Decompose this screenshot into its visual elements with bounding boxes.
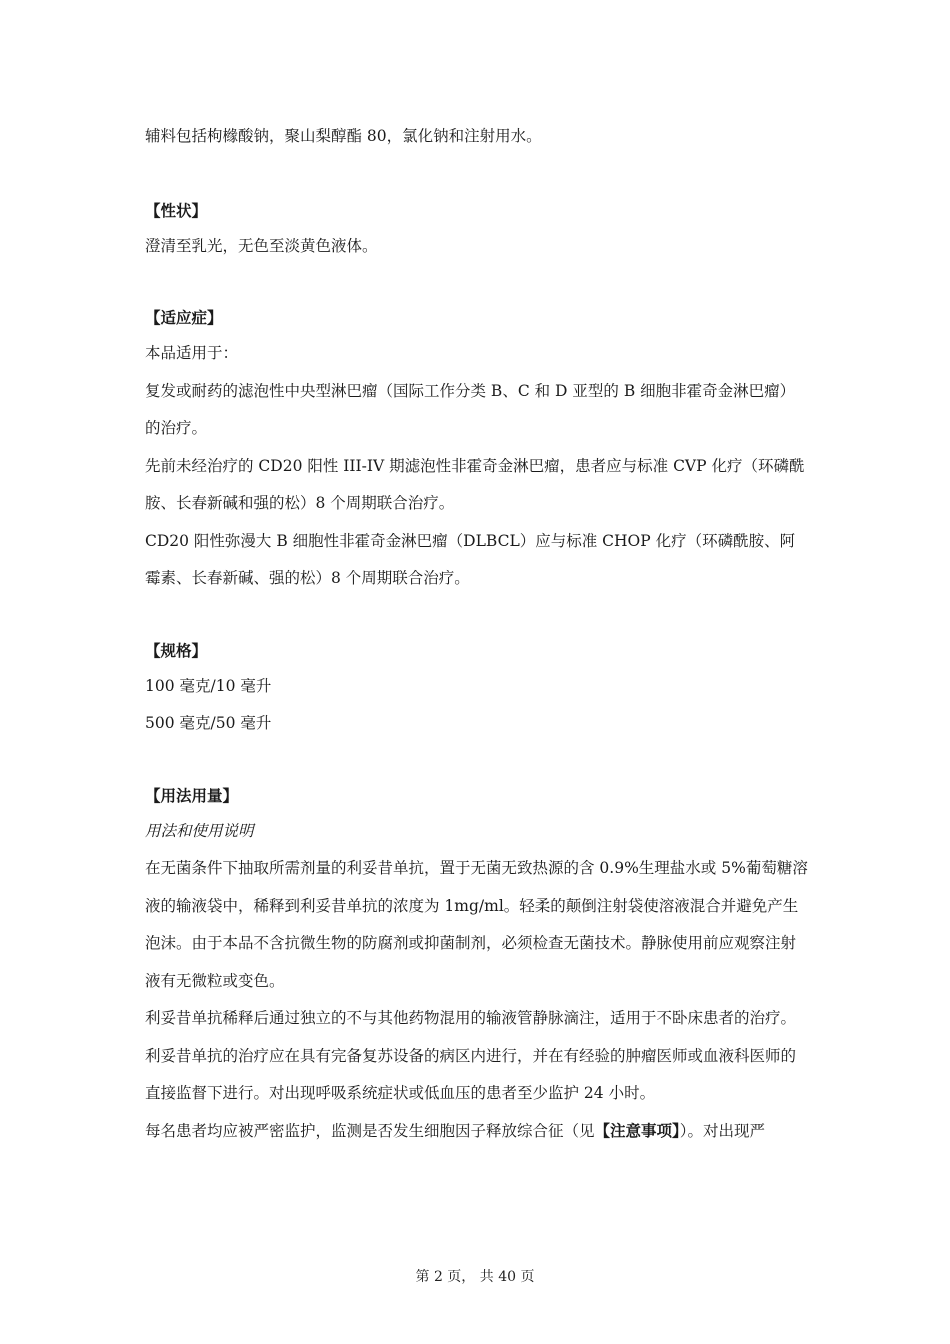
paragraph: 利妥昔单抗稀释后通过独立的不与其他药物混用的输液管静脉滴注，适用于不卧床患者的治疗。 (145, 1009, 797, 1027)
paragraph: 在无菌条件下抽取所需剂量的利妥昔单抗，置于无菌无致热源的含 0.9%生理盐水或 5%葡萄糖溶液的输液袋中，稀释到利妥昔单抗的浓度为 1mg/ml。轻柔的颠倒注射袋使溶液混合并避免产生泡沫。由于本品不含抗微生物的防腐剂或抑菌制剂，必须检查无菌技术。静脉使用前应观察注射液有无微粒或变色。 (145, 859, 808, 990)
section-dosage (145, 779, 810, 1151)
section-specifications (145, 634, 810, 743)
paragraph: 本品适用于： (145, 344, 239, 362)
section-properties (145, 194, 810, 266)
section-heading-specifications: 【规格】 (145, 641, 208, 660)
paragraph: 复发或耐药的滤泡性中央型淋巴瘤（国际工作分类 B、C 和 D 亚型的 B 细胞非霍奇金淋巴瘤）的治疗。 (145, 381, 796, 437)
text-span: 每名患者均应被严密监护，监测是否发生细胞因子释放综合征（见 (145, 1121, 595, 1140)
paragraph: 澄清至乳光，无色至淡黄色液体。 (145, 236, 378, 255)
paragraph: 先前未经治疗的 CD20 阳性 III-IV 期滤泡性非霍奇金淋巴瘤，患者应与标准 CVP 化疗（环磷酰胺、长春新碱和强的松）8 个周期联合治疗。 (145, 456, 805, 512)
subheading-usage: 用法和使用说明 (145, 821, 254, 840)
page-footer: 第 2 页， 共 40 页 (415, 1269, 535, 1285)
spec-item: 500 毫克/50 毫升 (145, 714, 272, 732)
page-content (145, 118, 810, 1150)
cross-reference-precautions: 【注意事项】 (594, 1121, 680, 1140)
paragraph-monitoring (145, 1113, 810, 1151)
excipients-text: 辅料包括枸橼酸钠，聚山梨醇酯 80，氯化钠和注射用水。 (145, 127, 542, 145)
section-heading-dosage: 【用法用量】 (145, 786, 239, 805)
section-heading-properties: 【性状】 (145, 201, 208, 220)
section-heading-indications: 【适应症】 (145, 309, 223, 327)
section-indications (145, 301, 810, 598)
text-span: ）。对出现严 (679, 1121, 766, 1140)
spec-item: 100 毫克/10 毫升 (145, 676, 272, 695)
paragraph: CD20 阳性弥漫大 B 细胞性非霍奇金淋巴瘤（DLBCL）应与标准 CHOP 化疗（环磷酰胺、阿霉素、长春新碱、强的松）8 个周期联合治疗。 (145, 531, 796, 587)
paragraph: 利妥昔单抗的治疗应在具有完备复苏设备的病区内进行，并在有经验的肿瘤医师或血液科医师的直接监督下进行。对出现呼吸系统症状或低血压的患者至少监护 24 小时。 (145, 1046, 797, 1102)
